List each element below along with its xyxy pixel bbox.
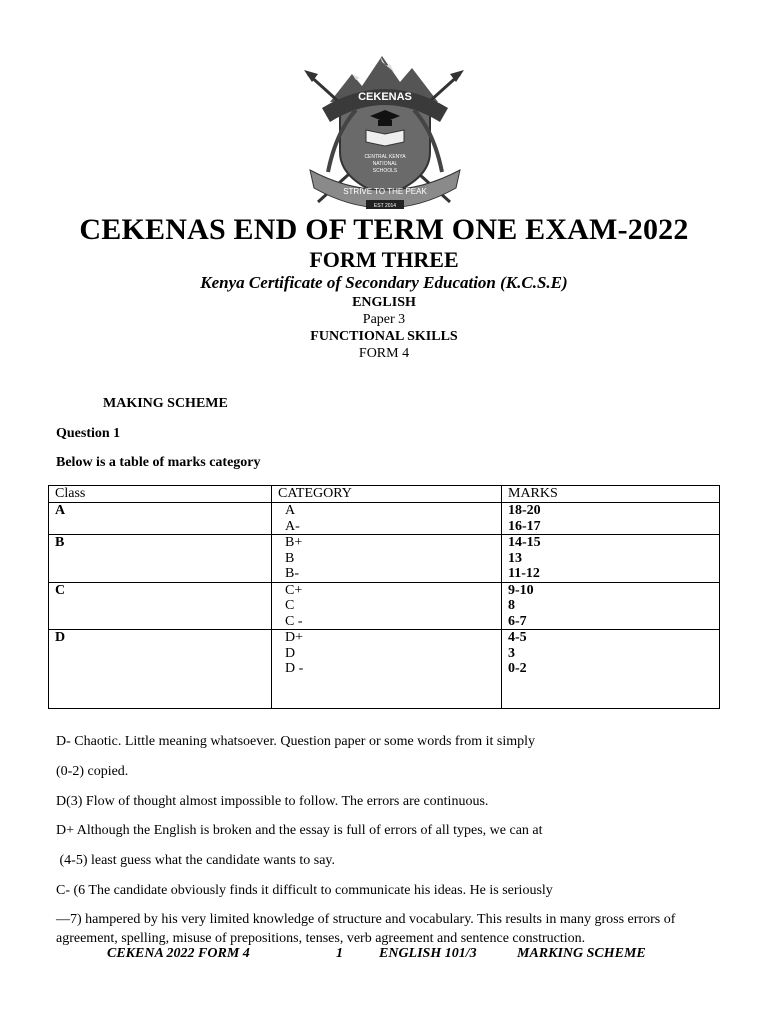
scheme-heading: MAKING SCHEME: [103, 396, 228, 411]
category-value: C+: [285, 582, 303, 598]
paragraph-line: D(3) Flow of thought almost impossible to follow. The errors are continuous.: [56, 794, 489, 809]
category-cell: [272, 503, 502, 535]
category-value: C: [285, 598, 295, 613]
class-cell: C: [49, 582, 272, 630]
subject-label: ENGLISH: [352, 295, 416, 310]
category-cell: [272, 582, 502, 630]
page-number: 1: [336, 946, 343, 961]
form-level-label: FORM 4: [358, 346, 410, 361]
paragraph-line: C- (6 The candidate obviously finds it difficult to communicate his ideas. He is seriously: [56, 883, 553, 898]
paragraph-line: D- Chaotic. Little meaning whatsoever. Question paper or some words from it simply: [56, 734, 536, 749]
form-heading: FORM THREE: [309, 247, 459, 272]
marks-value: 3: [508, 645, 515, 661]
paper-label: Paper 3: [362, 312, 406, 327]
skills-label: FUNCTIONAL SKILLS: [310, 329, 458, 344]
paragraph-line: (4-5) least guess what the candidate wants to say.: [56, 853, 336, 868]
table-row: [49, 582, 720, 630]
category-value: D -: [285, 661, 304, 676]
category-cell: [272, 630, 502, 709]
marks-value: 6-7: [508, 613, 527, 629]
category-value: B+: [285, 535, 303, 550]
school-logo: [300, 52, 470, 214]
marks-value: 16-17: [508, 518, 541, 534]
class-cell: D: [49, 630, 272, 709]
table-row: [49, 503, 720, 535]
marks-value: 14-15: [508, 535, 541, 550]
crest-emblem: [300, 52, 470, 214]
marks-cell: [502, 503, 720, 535]
marks-table: [48, 485, 720, 709]
category-value: A: [285, 503, 296, 518]
svg-text:SCHOOLS: SCHOOLS: [372, 168, 398, 174]
table-row: [49, 535, 720, 583]
marks-value: 4-5: [508, 630, 527, 645]
marks-value: 9-10: [508, 582, 534, 598]
svg-text:EST 2014: EST 2014: [373, 203, 397, 209]
paragraph-line: D+ Although the English is broken and the essay is full of errors of all types, we can at: [56, 823, 543, 838]
exam-title: CEKENAS END OF TERM ONE EXAM-2022: [79, 213, 689, 246]
marks-cell: [502, 582, 720, 630]
footer-right: MARKING SCHEME: [517, 946, 646, 961]
svg-text:STRIVE TO THE PEAK: STRIVE TO THE PEAK: [343, 187, 427, 196]
kcse-subtitle: Kenya Certificate of Secondary Education (K.C.S.E): [200, 273, 568, 292]
category-value: B-: [285, 566, 299, 581]
category-value: C -: [285, 613, 303, 629]
marks-value: 8: [508, 598, 515, 613]
marks-value: 13: [508, 550, 522, 566]
paragraph-line: agreement, spelling, misuse of prepositions, tenses, verb agreement and sentence construction.: [56, 931, 586, 946]
marks-value: 18-20: [508, 503, 541, 518]
category-value: D+: [285, 630, 304, 645]
svg-text:CEKENAS: CEKENAS: [358, 91, 412, 103]
category-value: A-: [285, 518, 300, 534]
marks-cell: [502, 535, 720, 583]
paragraph-line: —7) hampered by his very limited knowledge of structure and vocabulary. This results in many gross errors of: [56, 912, 676, 927]
class-cell: B: [49, 535, 272, 583]
footer-code: ENGLISH 101/3: [379, 946, 477, 961]
class-cell: A: [49, 503, 272, 535]
category-cell: [272, 535, 502, 583]
marks-cell: [502, 630, 720, 709]
paragraph-line: (0-2) copied.: [56, 764, 129, 779]
category-value: D: [285, 645, 296, 661]
table-intro: Below is a table of marks category: [56, 455, 261, 470]
category-value: B: [285, 550, 295, 566]
header-category: CATEGORY: [272, 486, 502, 503]
footer-left: CEKENA 2022 FORM 4: [107, 946, 250, 961]
table-header-row: [49, 486, 720, 503]
marks-value: 0-2: [508, 661, 527, 676]
question-heading: Question 1: [56, 426, 121, 441]
header-marks: MARKS: [502, 486, 720, 503]
header-class: Class: [49, 486, 272, 503]
svg-text:NATIONAL: NATIONAL: [372, 161, 398, 167]
table-row: [49, 630, 720, 709]
svg-text:CENTRAL KENYA: CENTRAL KENYA: [364, 154, 406, 160]
marks-value: 11-12: [508, 566, 540, 581]
